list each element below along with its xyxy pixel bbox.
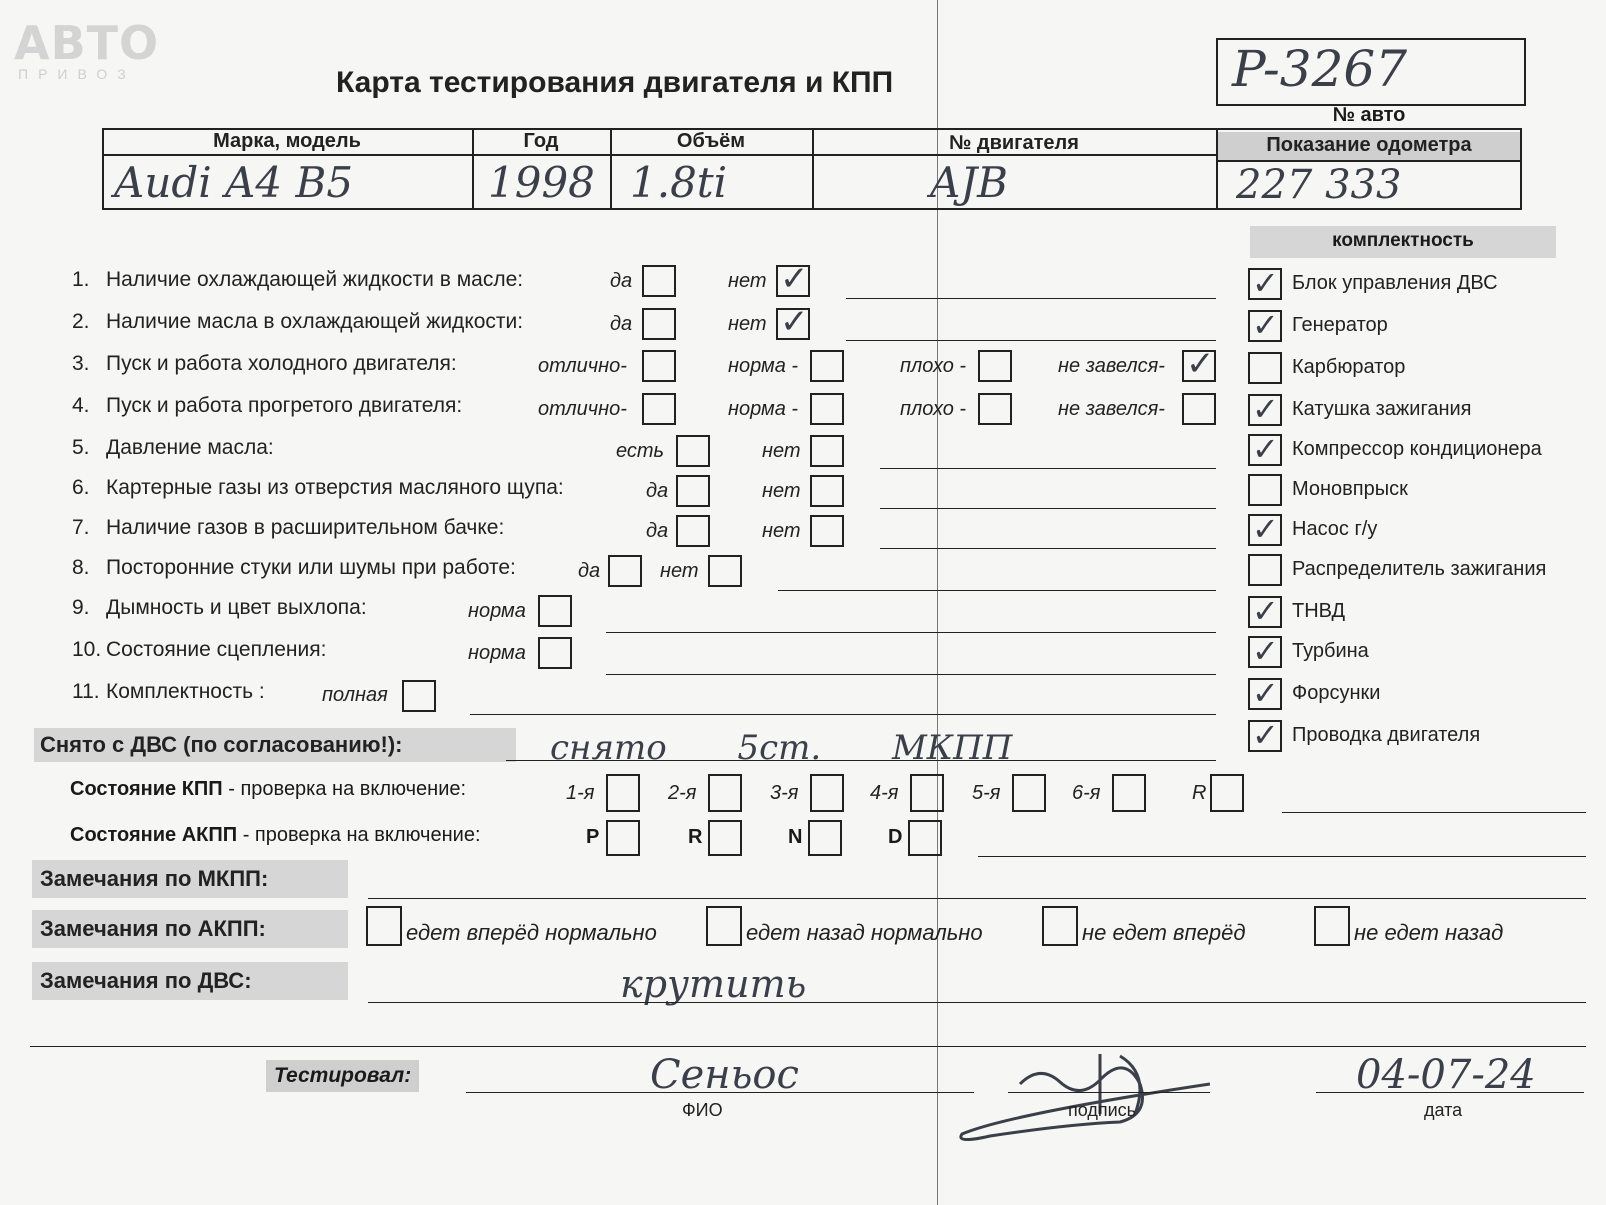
q3-opt-excellent: отлично- <box>538 355 627 377</box>
kpp-gear-label: 1-я <box>566 782 595 804</box>
q11-number: 11. <box>72 680 100 703</box>
q5-no-checkbox[interactable] <box>810 435 844 467</box>
q10-normal-checkbox[interactable] <box>538 637 572 669</box>
q7-opt-yes: да <box>646 520 669 542</box>
col-year: Год <box>523 130 559 152</box>
akpp-gear-checkbox[interactable] <box>708 820 742 856</box>
q5-comment-line <box>880 468 1216 469</box>
kpp-gear-label: 6-я <box>1072 782 1101 804</box>
fio-caption: ФИО <box>682 1100 723 1120</box>
komplekt-item-label: Блок управления ДВС <box>1292 272 1498 294</box>
q7-number: 7. <box>72 516 90 539</box>
komplekt-item-label: Турбина <box>1292 640 1369 662</box>
remarks-akpp-label: Замечания по АКПП: <box>32 910 348 948</box>
q1-no-checkbox[interactable] <box>776 265 810 297</box>
akpp-gear-label: P <box>586 826 600 848</box>
q2-number: 2. <box>72 310 90 333</box>
q5-text: Давление масла: <box>106 436 274 459</box>
logo-main-text: АВТО <box>14 16 160 70</box>
komplekt-item-label: Карбюратор <box>1292 356 1406 378</box>
komplekt-checkbox[interactable] <box>1248 720 1282 752</box>
q5-number: 5. <box>72 436 90 459</box>
remarks-dvs-label: Замечания по ДВС: <box>32 962 348 1000</box>
kpp-gear-checkbox[interactable] <box>810 774 844 812</box>
q1-text: Наличие охлаждающей жидкости в масле: <box>106 268 524 291</box>
q9-opt-normal: норма <box>468 600 526 622</box>
q9-normal-checkbox[interactable] <box>538 595 572 627</box>
kpp-gear-checkbox[interactable] <box>708 774 742 812</box>
volume-value: 1.8ti <box>630 158 728 207</box>
akpp-comment-line <box>978 856 1586 857</box>
komplekt-checkbox[interactable] <box>1248 394 1282 426</box>
komplekt-checkbox[interactable] <box>1248 310 1282 342</box>
q9-number: 9. <box>72 596 90 619</box>
q6-opt-yes: да <box>646 480 669 502</box>
q4-opt-bad: плохо - <box>900 398 967 420</box>
auto-number-label: № авто <box>1332 104 1406 126</box>
q4-number: 4. <box>72 394 90 417</box>
akpp-gear-checkbox[interactable] <box>808 820 842 856</box>
q4-opt-normal: норма - <box>728 398 799 420</box>
q8-text: Посторонние стуки или шумы при работе: <box>106 556 516 579</box>
fio-line <box>466 1092 974 1093</box>
q1-opt-yes: да <box>610 270 633 292</box>
kpp-gear-checkbox[interactable] <box>1210 774 1244 812</box>
signature-image <box>950 1044 1210 1154</box>
q8-comment-line <box>778 590 1216 591</box>
q10-number: 10. <box>72 638 102 661</box>
col-engine-no: № двигателя <box>949 132 1079 154</box>
removed-value: снято 5ст. МКПП <box>550 728 1013 768</box>
q3-normal-checkbox[interactable] <box>810 350 844 382</box>
signature-caption: подпись <box>1068 1100 1137 1120</box>
akpp-gear-checkbox[interactable] <box>908 820 942 856</box>
akpp-no-back-checkbox[interactable] <box>1314 906 1350 946</box>
date-line <box>1316 1092 1584 1093</box>
komplekt-item-label: Компрессор кондиционера <box>1292 438 1542 460</box>
komplekt-item-label: Распределитель зажигания <box>1292 558 1547 580</box>
akpp-label <box>70 824 481 847</box>
tested-label: Тестировал: <box>266 1060 419 1092</box>
kpp-gear-label: R <box>1192 782 1207 804</box>
q3-nostart-checkbox[interactable] <box>1182 350 1216 382</box>
year-value: 1998 <box>488 158 595 207</box>
q3-bad-checkbox[interactable] <box>978 350 1012 382</box>
q7-opt-no: нет <box>762 520 801 542</box>
q5-opt-no: нет <box>762 440 801 462</box>
q1-yes-checkbox[interactable] <box>642 265 676 297</box>
komplekt-checkbox[interactable] <box>1248 678 1282 710</box>
q6-number: 6. <box>72 476 90 499</box>
engine-no-value: AJB <box>930 158 1009 207</box>
remarks-extra-line <box>30 1046 1586 1047</box>
q7-yes-checkbox[interactable] <box>676 515 710 547</box>
kpp-gear-checkbox[interactable] <box>910 774 944 812</box>
kpp-gear-label: 4-я <box>870 782 899 804</box>
q6-comment-line <box>880 508 1216 509</box>
kpp-gear-checkbox[interactable] <box>1112 774 1146 812</box>
auto-number-value: P-3267 <box>1232 40 1408 98</box>
komplekt-item-label: Проводка двигателя <box>1292 724 1481 746</box>
akpp-label-bold: Состояние АКПП <box>70 824 238 846</box>
akpp-forward-ok-label: едет вперёд нормально <box>406 920 657 945</box>
akpp-forward-ok-checkbox[interactable] <box>366 906 402 946</box>
q3-text: Пуск и работа холодного двигателя: <box>106 352 457 375</box>
komplekt-checkbox[interactable] <box>1248 554 1282 586</box>
komplekt-item-label: Генератор <box>1292 314 1388 336</box>
remarks-dvs-value: крутить <box>620 962 807 1006</box>
q1-comment-line <box>846 298 1216 299</box>
q10-opt-normal: норма <box>468 642 526 664</box>
q11-opt-full: полная <box>322 684 388 706</box>
akpp-label-rest: - проверка на включение: <box>237 824 481 846</box>
page-title: Карта тестирования двигателя и КПП <box>336 66 894 99</box>
q2-text: Наличие масла в охлаждающей жидкости: <box>106 310 524 333</box>
akpp-gear-label: D <box>888 826 903 848</box>
q2-no-checkbox[interactable] <box>776 308 810 340</box>
col-volume: Объём <box>676 130 746 152</box>
q9-comment-line <box>606 632 1216 633</box>
remarks-dvs-line <box>368 1002 1586 1003</box>
komplekt-item-label: ТНВД <box>1292 600 1346 622</box>
kpp-label-bold: Состояние КПП <box>70 778 223 800</box>
q8-no-checkbox[interactable] <box>708 555 742 587</box>
q10-text: Состояние сцепления: <box>106 638 327 661</box>
q4-normal-checkbox[interactable] <box>810 393 844 425</box>
kpp-comment-line <box>1282 812 1586 813</box>
q11-comment-line <box>470 714 1216 715</box>
q7-comment-line <box>880 548 1216 549</box>
komplekt-checkbox[interactable] <box>1248 514 1282 546</box>
q6-yes-checkbox[interactable] <box>676 475 710 507</box>
komplekt-checkbox[interactable] <box>1248 352 1282 384</box>
kpp-gear-checkbox[interactable] <box>606 774 640 812</box>
tester-name-value: Сеньос <box>650 1052 799 1098</box>
q4-excellent-checkbox[interactable] <box>642 393 676 425</box>
odometer-value: 227 333 <box>1236 162 1402 208</box>
q8-opt-no: нет <box>660 560 699 582</box>
komplekt-checkbox[interactable] <box>1248 268 1282 300</box>
q6-no-checkbox[interactable] <box>810 475 844 507</box>
akpp-gear-checkbox[interactable] <box>606 820 640 856</box>
q4-text: Пуск и работа прогретого двигателя: <box>106 394 463 417</box>
q2-opt-yes: да <box>610 313 633 335</box>
komplekt-title: комплектность <box>1332 230 1474 251</box>
col-brand-model: Марка, модель <box>213 130 361 152</box>
kpp-label <box>70 778 466 801</box>
akpp-no-forward-label: не едет вперёд <box>1082 920 1246 945</box>
signature-line <box>1008 1092 1210 1093</box>
q4-opt-nostart: не завелся- <box>1058 398 1165 420</box>
q3-excellent-checkbox[interactable] <box>642 350 676 382</box>
q5-opt-yes: есть <box>616 440 665 462</box>
q4-opt-excellent: отлично- <box>538 398 627 420</box>
komplekt-item-label: Катушка зажигания <box>1292 398 1472 420</box>
kpp-gear-checkbox[interactable] <box>1012 774 1046 812</box>
q8-number: 8. <box>72 556 90 579</box>
komplekt-item-label: Насос г/у <box>1292 518 1378 540</box>
kpp-label-rest: - проверка на включение: <box>222 778 467 800</box>
q6-opt-no: нет <box>762 480 801 502</box>
q8-yes-checkbox[interactable] <box>608 555 642 587</box>
q10-comment-line <box>606 674 1216 675</box>
brand-model-value: Audi A4 B5 <box>114 158 354 207</box>
komplekt-checkbox[interactable] <box>1248 474 1282 506</box>
date-value: 04-07-24 <box>1356 1052 1536 1098</box>
date-caption: дата <box>1424 1100 1463 1120</box>
q2-opt-no: нет <box>728 313 767 335</box>
akpp-no-forward-checkbox[interactable] <box>1042 906 1078 946</box>
q1-number: 1. <box>72 268 90 291</box>
q2-yes-checkbox[interactable] <box>642 308 676 340</box>
q8-opt-yes: да <box>578 560 601 582</box>
logo-sub-text: ПРИВОЗ <box>18 66 136 82</box>
q6-text: Картерные газы из отверстия масляного щупа: <box>106 476 564 499</box>
komplekt-item-label: Моновпрыск <box>1292 478 1408 500</box>
q3-opt-bad: плохо - <box>900 355 967 377</box>
akpp-gear-label: R <box>688 826 703 848</box>
kpp-gear-label: 2-я <box>668 782 697 804</box>
kpp-gear-label: 3-я <box>770 782 799 804</box>
komplekt-item-label: Форсунки <box>1292 682 1381 704</box>
avtoprivoz-logo <box>14 16 160 82</box>
akpp-no-back-label: не едет назад <box>1354 920 1504 945</box>
q7-text: Наличие газов в расширительном бачке: <box>106 516 505 539</box>
col-odometer: Показание одометра <box>1266 134 1472 156</box>
q3-number: 3. <box>72 352 90 375</box>
komplekt-checkbox[interactable] <box>1248 596 1282 628</box>
q3-opt-normal: норма - <box>728 355 799 377</box>
akpp-back-ok-checkbox[interactable] <box>706 906 742 946</box>
remarks-mkpp-label: Замечания по МКПП: <box>32 860 348 898</box>
akpp-back-ok-label: едет назад нормально <box>746 920 983 945</box>
q4-nostart-checkbox[interactable] <box>1182 393 1216 425</box>
komplekt-checkbox[interactable] <box>1248 434 1282 466</box>
akpp-gear-label: N <box>788 826 803 848</box>
q9-text: Дымность и цвет выхлопа: <box>106 596 367 619</box>
q4-bad-checkbox[interactable] <box>978 393 1012 425</box>
removed-label: Снято с ДВС (по согласованию!): <box>34 728 516 762</box>
q1-opt-no: нет <box>728 270 767 292</box>
q2-comment-line <box>846 340 1216 341</box>
q7-no-checkbox[interactable] <box>810 515 844 547</box>
q5-yes-checkbox[interactable] <box>676 435 710 467</box>
q11-full-checkbox[interactable] <box>402 680 436 712</box>
q3-opt-nostart: не завелся- <box>1058 355 1165 377</box>
q11-text: Комплектность : <box>106 680 265 703</box>
remarks-mkpp-line <box>368 898 1586 899</box>
kpp-gear-label: 5-я <box>972 782 1001 804</box>
komplekt-checkbox[interactable] <box>1248 636 1282 668</box>
